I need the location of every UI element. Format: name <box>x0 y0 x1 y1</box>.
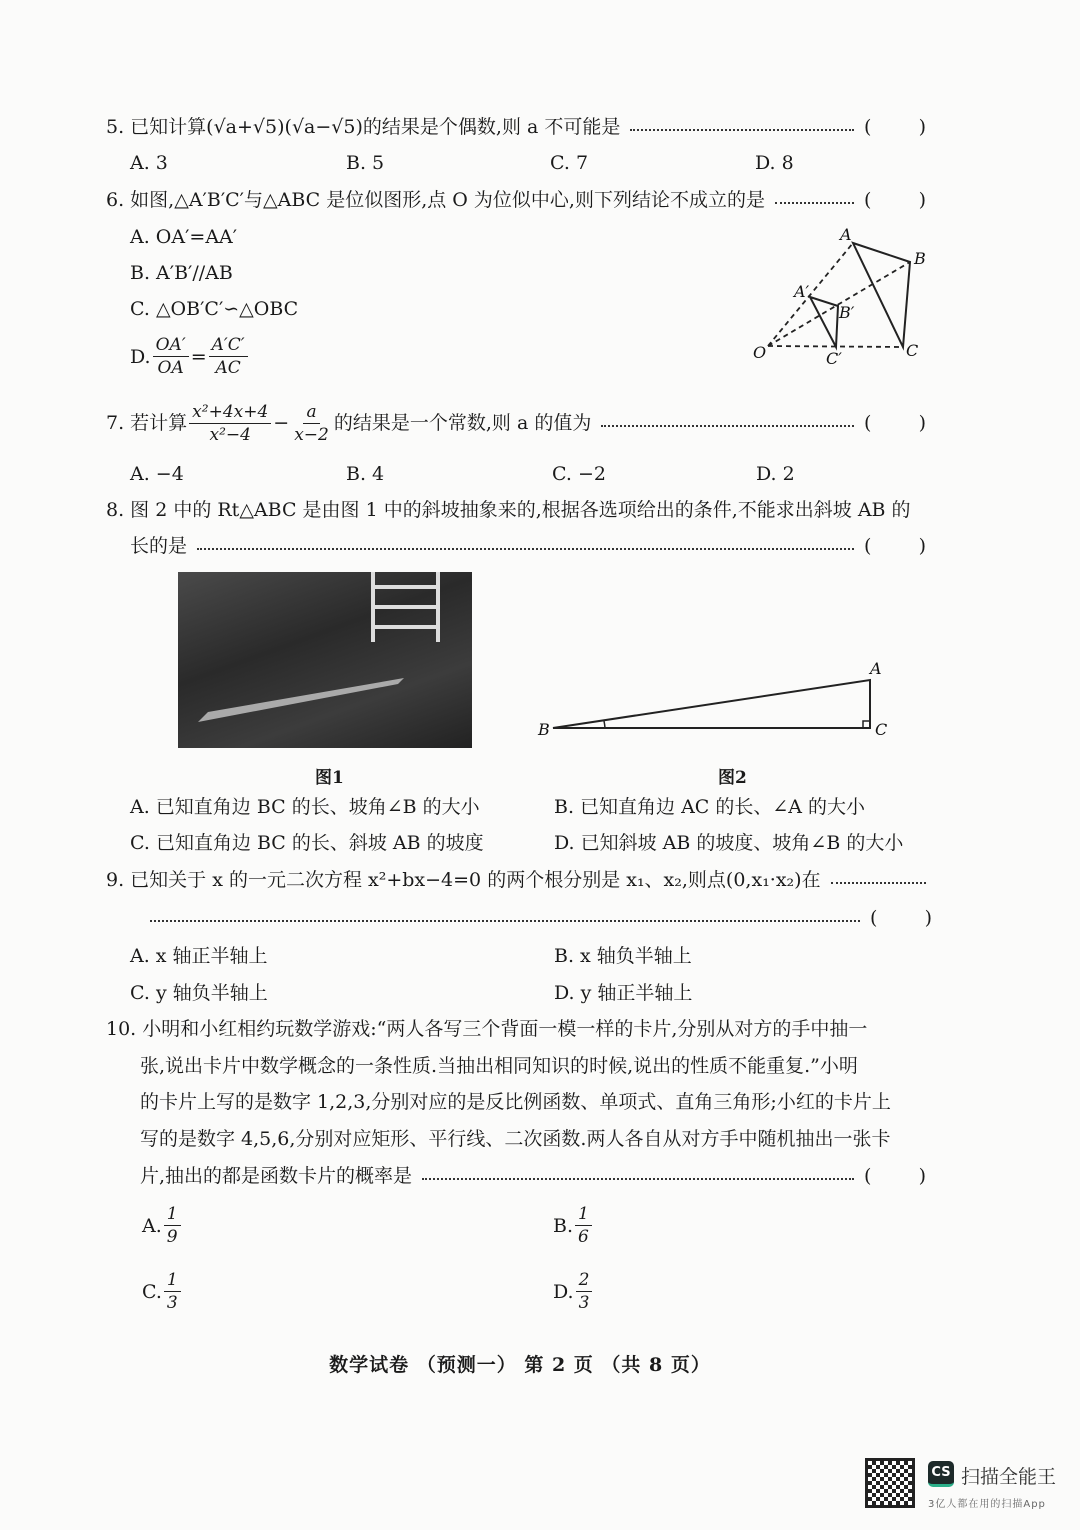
question-7-stem: 7. 若计算 $\frac{\text{x²+4x+4}}{\text{x²−4}}$ − $\frac{a}{x-2}$ 的结果是一个常数,则 a 的值为 ( ) <box>106 401 926 445</box>
q10-option-b: B. $\frac{1}{6}$ <box>553 1203 594 1248</box>
fraction: $\frac{A'C'}{AC}$ <box>209 334 248 379</box>
svg-text:C: C <box>875 720 888 739</box>
app-tagline: 3亿人都在用的扫描App <box>928 1499 1046 1510</box>
question-10-line: 的卡片上写的是数字 1,2,3,分别对应的是反比例函数、单项式、直角三角形;小红的卡片上 <box>140 1091 891 1113</box>
svg-text:B: B <box>538 720 550 739</box>
q10-option-a: A. $\frac{1}{9}$ <box>142 1203 183 1248</box>
svg-text:O: O <box>753 343 767 362</box>
answer-bracket: ( ) <box>864 189 926 211</box>
answer-bracket: ( ) <box>864 412 926 434</box>
q8-option-a: A. 已知直角边 BC 的长、坡角∠B 的大小 <box>130 796 480 818</box>
question-10-line: 写的是数字 4,5,6,分别对应矩形、平行线、二次函数.两人各自从对方手中随机抽出一张卡 <box>140 1128 891 1150</box>
leader-dots <box>630 119 854 131</box>
leader-dots <box>601 415 854 427</box>
q8-option-d: D. 已知斜坡 AB 的坡度、坡角∠B 的大小 <box>554 832 904 854</box>
q7-option-b: B. 4 <box>346 463 385 485</box>
answer-bracket: ( ) <box>864 1165 926 1187</box>
answer-bracket: ( ) <box>864 116 926 138</box>
triangle-abc <box>853 243 910 347</box>
answer-bracket: ( ) <box>870 907 932 929</box>
fraction: $\frac{1}{9}$ <box>164 1203 181 1248</box>
q7-option-c: C. −2 <box>552 463 606 485</box>
page-footer: 数学试卷 （预测一） 第 2 页 （共 8 页） <box>329 1354 711 1376</box>
q6-option-b: B. A′B′//AB <box>130 262 233 284</box>
q5-option-d: D. 8 <box>755 152 794 174</box>
figure-2-caption: 图2 <box>718 768 747 788</box>
q9-option-a: A. x 轴正半轴上 <box>130 945 268 967</box>
question-9-line2 <box>150 905 932 931</box>
question-8-line1: 8. 图 2 中的 Rt△ABC 是由图 1 中的斜坡抽象来的,根据各选项给出的条件,不能求出斜坡 AB 的 <box>106 499 911 521</box>
q9-option-c: C. y 轴负半轴上 <box>130 982 268 1004</box>
fraction: $\frac{\text{x²+4x+4}}{\text{x²−4}}$ <box>189 401 271 446</box>
fraction: $\frac{OA'}{OA}$ <box>153 334 189 379</box>
fraction: $\frac{1}{6}$ <box>575 1203 592 1248</box>
right-triangle-figure <box>530 655 900 750</box>
leader-dots <box>831 872 926 884</box>
q7-option-d: D. 2 <box>756 463 795 485</box>
triangle-a1b1c1 <box>810 297 838 347</box>
leader-dots <box>197 538 854 550</box>
answer-bracket: ( ) <box>864 535 926 557</box>
q6-option-d: D. $\frac{OA'}{OA}$ = $\frac{A'C'}{AC}$ <box>130 334 250 379</box>
q6-option-a: A. OA′=AA′ <box>130 226 238 248</box>
q10-option-d: D. $\frac{2}{3}$ <box>553 1269 594 1314</box>
q8-option-c: C. 已知直角边 BC 的长、斜坡 AB 的坡度 <box>130 832 484 854</box>
q5-option-a: A. 3 <box>130 152 168 174</box>
question-10-line: 10. 小明和小红相约玩数学游戏:“两人各写三个背面一模一样的卡片,分别从对方的手中抽一 <box>106 1018 868 1040</box>
leader-dots <box>150 910 860 922</box>
q7-option-a: A. −4 <box>130 463 184 485</box>
fraction: $\frac{1}{3}$ <box>164 1269 181 1314</box>
q8-option-b: B. 已知直角边 AC 的长、∠A 的大小 <box>554 796 866 818</box>
leader-dots <box>422 1168 854 1180</box>
question-8-line2: 长的是 ( ) <box>130 535 926 557</box>
q9-option-b: B. x 轴负半轴上 <box>554 945 692 967</box>
leader-dots <box>775 192 854 204</box>
svg-text:B′: B′ <box>839 303 855 322</box>
slope-photo <box>178 572 472 748</box>
question-9-line1: 9. 已知关于 x 的一元二次方程 x²+bx−4=0 的两个根分别是 x₁、x₂,则点(0,x₁·x₂)在 <box>106 867 926 893</box>
q6-option-c: C. △OB′C′∽△OBC <box>130 298 299 320</box>
homothety-figure <box>740 220 940 370</box>
figure-1-caption: 图1 <box>315 768 344 788</box>
question-text: 5. 已知计算(√a+√5)(√a−√5)的结果是个偶数,则 a 不可能是 <box>106 116 621 138</box>
q5-option-c: C. 7 <box>550 152 589 174</box>
question-10-line: 片,抽出的都是函数卡片的概率是 ( ) <box>140 1165 926 1187</box>
question-6-stem <box>106 187 926 213</box>
q5-option-b: B. 5 <box>346 152 385 174</box>
svg-text:C: C <box>906 341 919 360</box>
fraction: $\frac{2}{3}$ <box>576 1269 593 1314</box>
question-10-line: 张,说出卡片中数学概念的一条性质.当抽出相同知识的时候,说出的性质不能重复.”小明 <box>140 1055 858 1077</box>
question-text: 6. 如图,△A′B′C′与△ABC 是位似图形,点 O 为位似中心,则下列结论不成立的是 <box>106 189 765 211</box>
q10-option-c: C. $\frac{1}{3}$ <box>142 1269 183 1314</box>
svg-text:B: B <box>914 249 926 268</box>
question-5-stem <box>106 114 926 140</box>
svg-text:C′: C′ <box>826 349 842 368</box>
svg-text:A: A <box>840 225 852 244</box>
q9-option-d: D. y 轴正半轴上 <box>554 982 693 1004</box>
camscanner-logo-icon: CS <box>928 1461 954 1487</box>
svg-text:A′: A′ <box>794 282 810 301</box>
fraction: $\frac{a}{x-2}$ <box>294 401 329 445</box>
qr-code-icon <box>865 1458 915 1508</box>
app-name: 扫描全能王 <box>961 1466 1057 1488</box>
svg-text:A: A <box>870 659 882 678</box>
